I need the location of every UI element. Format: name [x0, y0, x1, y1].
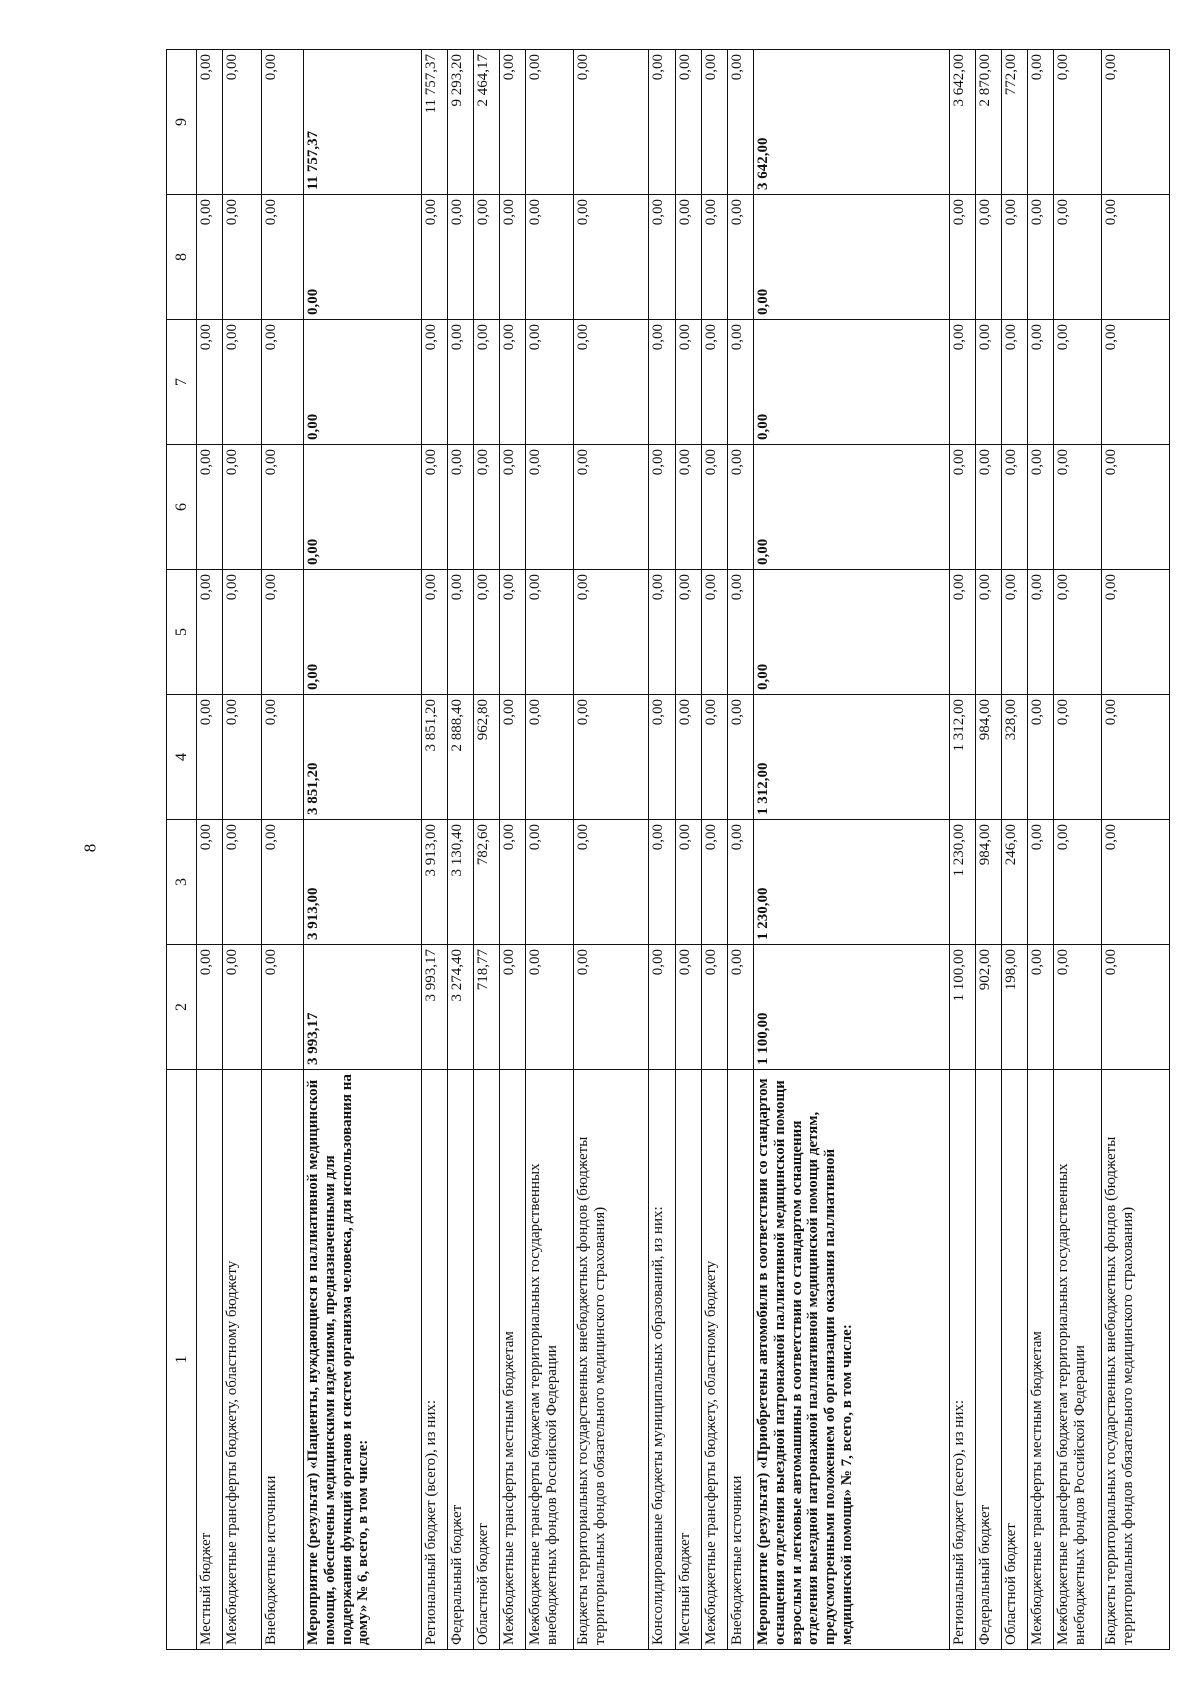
- value-cell: 0,00: [649, 445, 675, 570]
- value-cell: 0,00: [421, 320, 447, 445]
- value-cell: 718,77: [473, 945, 499, 1070]
- value-cell: 0,00: [1054, 820, 1102, 945]
- value-cell: 902,00: [975, 945, 1001, 1070]
- value-cell: 0,00: [727, 945, 753, 1070]
- value-cell: 0,00: [525, 820, 573, 945]
- value-cell: 0,00: [975, 320, 1001, 445]
- value-cell: 0,00: [649, 50, 675, 195]
- value-cell: 0,00: [304, 445, 422, 570]
- value-cell: 0,00: [727, 320, 753, 445]
- value-cell: 3 851,20: [304, 695, 422, 820]
- value-cell: 0,00: [262, 50, 304, 195]
- value-cell: 246,00: [1001, 820, 1027, 945]
- value-cell: 0,00: [573, 570, 649, 695]
- value-cell: 11 757,37: [304, 50, 422, 195]
- column-header: 1: [167, 1070, 197, 1650]
- value-cell: 0,00: [447, 445, 473, 570]
- value-cell: 0,00: [1001, 320, 1027, 445]
- row-label: Межбюджетные трансферты бюджетам территориальных государственных внебюджетных фондов Российской Федерации: [1054, 1070, 1102, 1650]
- value-cell: 0,00: [649, 320, 675, 445]
- page-number: 8: [80, 843, 100, 853]
- value-cell: 0,00: [1054, 195, 1102, 320]
- row-label: Бюджеты территориальных государственных внебюджетных фондов (бюджеты территориальных фондов обязательного медицинского страхования): [573, 1070, 649, 1650]
- table-row: [1028, 50, 1054, 1650]
- value-cell: 0,00: [197, 320, 223, 445]
- table-row: [1101, 50, 1169, 1650]
- value-cell: 0,00: [499, 320, 525, 445]
- value-cell: 0,00: [262, 320, 304, 445]
- column-header: 3: [167, 820, 197, 945]
- value-cell: 772,00: [1001, 50, 1027, 195]
- value-cell: 3 993,17: [304, 945, 422, 1070]
- value-cell: 0,00: [197, 570, 223, 695]
- value-cell: 3 993,17: [421, 945, 447, 1070]
- value-cell: 3 913,00: [304, 820, 422, 945]
- value-cell: 0,00: [197, 945, 223, 1070]
- value-cell: 0,00: [701, 50, 727, 195]
- column-header: 2: [167, 945, 197, 1070]
- row-label: Региональный бюджет (всего), из них:: [949, 1070, 975, 1650]
- value-cell: 1 100,00: [949, 945, 975, 1070]
- table-row: [675, 50, 701, 1650]
- value-cell: 2 464,17: [473, 50, 499, 195]
- value-cell: 1 230,00: [949, 820, 975, 945]
- value-cell: 0,00: [197, 445, 223, 570]
- value-cell: 0,00: [525, 195, 573, 320]
- table-row: [573, 50, 649, 1650]
- value-cell: 0,00: [1001, 195, 1027, 320]
- value-cell: 9 293,20: [447, 50, 473, 195]
- value-cell: 0,00: [975, 445, 1001, 570]
- value-cell: 0,00: [1054, 945, 1102, 1070]
- value-cell: 0,00: [262, 820, 304, 945]
- value-cell: 0,00: [499, 195, 525, 320]
- value-cell: 0,00: [499, 570, 525, 695]
- value-cell: 0,00: [701, 695, 727, 820]
- value-cell: 0,00: [223, 820, 262, 945]
- value-cell: 0,00: [701, 445, 727, 570]
- value-cell: 0,00: [1054, 320, 1102, 445]
- value-cell: 0,00: [1101, 820, 1169, 945]
- value-cell: 0,00: [753, 445, 949, 570]
- value-cell: 0,00: [421, 445, 447, 570]
- table-row: [525, 50, 573, 1650]
- value-cell: 0,00: [304, 320, 422, 445]
- value-cell: 3 913,00: [421, 820, 447, 945]
- value-cell: 0,00: [573, 445, 649, 570]
- value-cell: 0,00: [701, 195, 727, 320]
- value-cell: 0,00: [753, 320, 949, 445]
- column-header: 7: [167, 320, 197, 445]
- column-header: 4: [167, 695, 197, 820]
- value-cell: 0,00: [223, 570, 262, 695]
- value-cell: 0,00: [1054, 445, 1102, 570]
- value-cell: 0,00: [525, 320, 573, 445]
- rotated-table-container: [166, 50, 1170, 1650]
- table-row: [727, 50, 753, 1650]
- table-row: [649, 50, 675, 1650]
- value-cell: 0,00: [649, 695, 675, 820]
- value-cell: 0,00: [1054, 50, 1102, 195]
- row-label: Региональный бюджет (всего), из них:: [421, 1070, 447, 1650]
- value-cell: 0,00: [1101, 50, 1169, 195]
- table-row: [473, 50, 499, 1650]
- value-cell: 0,00: [573, 695, 649, 820]
- value-cell: 0,00: [1001, 445, 1027, 570]
- value-cell: 0,00: [499, 50, 525, 195]
- value-cell: 0,00: [447, 570, 473, 695]
- value-cell: 0,00: [573, 945, 649, 1070]
- value-cell: 0,00: [197, 820, 223, 945]
- value-cell: 0,00: [753, 195, 949, 320]
- value-cell: 0,00: [675, 50, 701, 195]
- value-cell: 0,00: [525, 570, 573, 695]
- table-row: [499, 50, 525, 1650]
- value-cell: 1 230,00: [753, 820, 949, 945]
- column-header: 5: [167, 570, 197, 695]
- value-cell: 0,00: [701, 945, 727, 1070]
- table-row: [975, 50, 1001, 1650]
- value-cell: 0,00: [262, 445, 304, 570]
- value-cell: 0,00: [727, 570, 753, 695]
- value-cell: 0,00: [675, 320, 701, 445]
- table-row: [949, 50, 975, 1650]
- table-header-row: [167, 50, 197, 1650]
- column-header: 9: [167, 50, 197, 195]
- value-cell: 0,00: [701, 320, 727, 445]
- value-cell: 1 312,00: [949, 695, 975, 820]
- value-cell: 0,00: [473, 195, 499, 320]
- value-cell: 0,00: [1101, 445, 1169, 570]
- row-label: Внебюджетные источники: [727, 1070, 753, 1650]
- value-cell: 0,00: [1101, 570, 1169, 695]
- value-cell: 11 757,37: [421, 50, 447, 195]
- table-row: [701, 50, 727, 1650]
- value-cell: 3 642,00: [753, 50, 949, 195]
- row-label: Бюджеты территориальных государственных внебюджетных фондов (бюджеты территориальных фондов обязательного медицинского страхования): [1101, 1070, 1169, 1650]
- value-cell: 0,00: [262, 695, 304, 820]
- value-cell: 0,00: [197, 50, 223, 195]
- row-label: Областной бюджет: [1001, 1070, 1027, 1650]
- value-cell: 0,00: [949, 320, 975, 445]
- value-cell: 0,00: [1028, 195, 1054, 320]
- value-cell: 0,00: [525, 50, 573, 195]
- value-cell: 962,80: [473, 695, 499, 820]
- value-cell: 0,00: [675, 445, 701, 570]
- value-cell: 0,00: [573, 320, 649, 445]
- value-cell: 0,00: [675, 570, 701, 695]
- table-row: [447, 50, 473, 1650]
- value-cell: 0,00: [223, 445, 262, 570]
- value-cell: 0,00: [727, 820, 753, 945]
- value-cell: 0,00: [675, 195, 701, 320]
- value-cell: 984,00: [975, 695, 1001, 820]
- row-label: Межбюджетные трансферты местным бюджетам: [499, 1070, 525, 1650]
- value-cell: 0,00: [1001, 570, 1027, 695]
- table-row: [223, 50, 262, 1650]
- value-cell: 0,00: [675, 820, 701, 945]
- value-cell: 0,00: [949, 195, 975, 320]
- value-cell: 0,00: [447, 195, 473, 320]
- value-cell: 0,00: [573, 50, 649, 195]
- value-cell: 0,00: [262, 570, 304, 695]
- value-cell: 0,00: [727, 195, 753, 320]
- value-cell: 1 100,00: [753, 945, 949, 1070]
- value-cell: 0,00: [649, 820, 675, 945]
- value-cell: 0,00: [499, 820, 525, 945]
- value-cell: 0,00: [421, 570, 447, 695]
- value-cell: 3 851,20: [421, 695, 447, 820]
- column-header: 6: [167, 445, 197, 570]
- budget-table: [166, 49, 1170, 1650]
- value-cell: 0,00: [701, 820, 727, 945]
- table-body: [197, 50, 1170, 1650]
- value-cell: 0,00: [473, 445, 499, 570]
- value-cell: 0,00: [1028, 320, 1054, 445]
- value-cell: 0,00: [473, 570, 499, 695]
- table-row: [1001, 50, 1027, 1650]
- value-cell: 0,00: [675, 695, 701, 820]
- value-cell: 0,00: [1101, 945, 1169, 1070]
- value-cell: 0,00: [573, 820, 649, 945]
- value-cell: 0,00: [1054, 570, 1102, 695]
- value-cell: 0,00: [675, 945, 701, 1070]
- value-cell: 0,00: [1101, 195, 1169, 320]
- value-cell: 0,00: [1028, 570, 1054, 695]
- row-label: Мероприятие (результат) «Приобретены автомобили в соответствии со стандартом оснащения отделения выездной патронажной паллиативной медицинской помощи взрослым и легковые автомашины в соответствии со стандартом оснащения отделения выездной патронажной паллиативной медицинской помощи детям, предусмотренными положением об организации оказания паллиативной медицинской помощи» № 7, всего, в том числе:: [753, 1070, 949, 1650]
- value-cell: 0,00: [197, 195, 223, 320]
- value-cell: 0,00: [949, 445, 975, 570]
- value-cell: 0,00: [1028, 50, 1054, 195]
- row-label: Мероприятие (результат) «Пациенты, нуждающиеся в паллиативной медицинской помощи, обеспечены медицинскими изделиями, предназначенными для поддержания функций органов и систем организма человека, для использования на дому» № 6, всего, в том числе:: [304, 1070, 422, 1650]
- value-cell: 0,00: [223, 320, 262, 445]
- table-row: [304, 50, 422, 1650]
- value-cell: 3 130,40: [447, 820, 473, 945]
- value-cell: 1 312,00: [753, 695, 949, 820]
- value-cell: 0,00: [304, 570, 422, 695]
- row-label: Межбюджетные трансферты бюджету, областному бюджету: [701, 1070, 727, 1650]
- table-row: [421, 50, 447, 1650]
- value-cell: 0,00: [473, 320, 499, 445]
- row-label: Областной бюджет: [473, 1070, 499, 1650]
- value-cell: 0,00: [223, 195, 262, 320]
- table-row: [262, 50, 304, 1650]
- value-cell: 0,00: [421, 195, 447, 320]
- value-cell: 0,00: [701, 570, 727, 695]
- value-cell: 0,00: [975, 195, 1001, 320]
- value-cell: 0,00: [223, 695, 262, 820]
- value-cell: 0,00: [949, 570, 975, 695]
- value-cell: 0,00: [573, 195, 649, 320]
- value-cell: 328,00: [1001, 695, 1027, 820]
- value-cell: 782,60: [473, 820, 499, 945]
- value-cell: 0,00: [1028, 445, 1054, 570]
- value-cell: 0,00: [262, 945, 304, 1070]
- value-cell: 0,00: [525, 695, 573, 820]
- value-cell: 0,00: [753, 570, 949, 695]
- value-cell: 0,00: [975, 570, 1001, 695]
- value-cell: 3 274,40: [447, 945, 473, 1070]
- value-cell: 0,00: [223, 945, 262, 1070]
- table-row: [197, 50, 223, 1650]
- row-label: Федеральный бюджет: [975, 1070, 1001, 1650]
- row-label: Консолидированные бюджеты муниципальных образований, из них:: [649, 1070, 675, 1650]
- value-cell: 0,00: [649, 945, 675, 1070]
- value-cell: 0,00: [727, 50, 753, 195]
- value-cell: 2 888,40: [447, 695, 473, 820]
- table-row: [1054, 50, 1102, 1650]
- value-cell: 0,00: [1028, 945, 1054, 1070]
- column-header: 8: [167, 195, 197, 320]
- value-cell: 0,00: [649, 195, 675, 320]
- table-row: [753, 50, 949, 1650]
- value-cell: 0,00: [304, 195, 422, 320]
- value-cell: 0,00: [1054, 695, 1102, 820]
- row-label: Межбюджетные трансферты местным бюджетам: [1028, 1070, 1054, 1650]
- row-label: Внебюджетные источники: [262, 1070, 304, 1650]
- value-cell: 0,00: [727, 695, 753, 820]
- value-cell: 0,00: [525, 945, 573, 1070]
- row-label: Федеральный бюджет: [447, 1070, 473, 1650]
- value-cell: 0,00: [1028, 820, 1054, 945]
- value-cell: 0,00: [1028, 695, 1054, 820]
- value-cell: 0,00: [447, 320, 473, 445]
- value-cell: 0,00: [499, 945, 525, 1070]
- row-label: Межбюджетные трансферты бюджету, областному бюджету: [223, 1070, 262, 1650]
- value-cell: 0,00: [727, 445, 753, 570]
- value-cell: 0,00: [499, 445, 525, 570]
- value-cell: 198,00: [1001, 945, 1027, 1070]
- row-label: Межбюджетные трансферты бюджетам территориальных государственных внебюджетных фондов Российской Федерации: [525, 1070, 573, 1650]
- value-cell: 0,00: [525, 445, 573, 570]
- value-cell: 0,00: [262, 195, 304, 320]
- value-cell: 2 870,00: [975, 50, 1001, 195]
- value-cell: 0,00: [1101, 695, 1169, 820]
- value-cell: 3 642,00: [949, 50, 975, 195]
- value-cell: 0,00: [223, 50, 262, 195]
- value-cell: 984,00: [975, 820, 1001, 945]
- value-cell: 0,00: [197, 695, 223, 820]
- value-cell: 0,00: [499, 695, 525, 820]
- row-label: Местный бюджет: [197, 1070, 223, 1650]
- value-cell: 0,00: [1101, 320, 1169, 445]
- value-cell: 0,00: [649, 570, 675, 695]
- row-label: Местный бюджет: [675, 1070, 701, 1650]
